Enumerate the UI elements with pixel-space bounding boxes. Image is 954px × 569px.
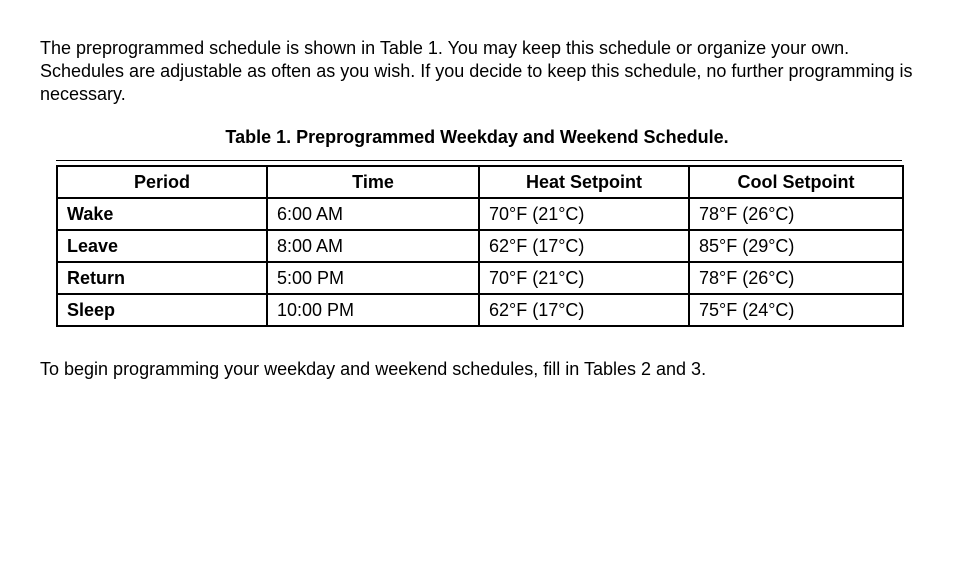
table-row xyxy=(57,262,903,294)
table-row xyxy=(57,230,903,262)
cell-heat-setpoint: 70°F (21°C) xyxy=(479,262,689,294)
cell-period: Return xyxy=(57,262,267,294)
table-row xyxy=(57,198,903,230)
table-caption: Table 1. Preprogrammed Weekday and Weekend Schedule. xyxy=(225,127,729,147)
outro-paragraph: To begin programming your weekday and weekend schedules, fill in Tables 2 and 3. xyxy=(40,359,707,379)
cell-cool-setpoint: 75°F (24°C) xyxy=(689,294,903,326)
cell-heat-setpoint: 62°F (17°C) xyxy=(479,230,689,262)
cell-time: 5:00 PM xyxy=(267,262,479,294)
header-time: Time xyxy=(267,166,479,198)
table-header-row xyxy=(57,166,903,198)
cell-period: Wake xyxy=(57,198,267,230)
cell-period: Leave xyxy=(57,230,267,262)
cell-time: 6:00 AM xyxy=(267,198,479,230)
schedule-table xyxy=(56,165,904,327)
cell-heat-setpoint: 62°F (17°C) xyxy=(479,294,689,326)
cell-time: 10:00 PM xyxy=(267,294,479,326)
header-cool-setpoint: Cool Setpoint xyxy=(689,166,903,198)
cell-cool-setpoint: 78°F (26°C) xyxy=(689,262,903,294)
cell-heat-setpoint: 70°F (21°C) xyxy=(479,198,689,230)
table-row xyxy=(57,294,903,326)
table-top-rule xyxy=(56,160,902,161)
cell-cool-setpoint: 78°F (26°C) xyxy=(689,198,903,230)
cell-cool-setpoint: 85°F (29°C) xyxy=(689,230,903,262)
intro-paragraph: The preprogrammed schedule is shown in Table 1. You may keep this schedule or organize your own. Schedules are adjustable as often as you wish. If you decide to keep this schedule, no further programming is necessary. xyxy=(40,38,913,104)
cell-time: 8:00 AM xyxy=(267,230,479,262)
header-period: Period xyxy=(57,166,267,198)
header-heat-setpoint: Heat Setpoint xyxy=(479,166,689,198)
cell-period: Sleep xyxy=(57,294,267,326)
